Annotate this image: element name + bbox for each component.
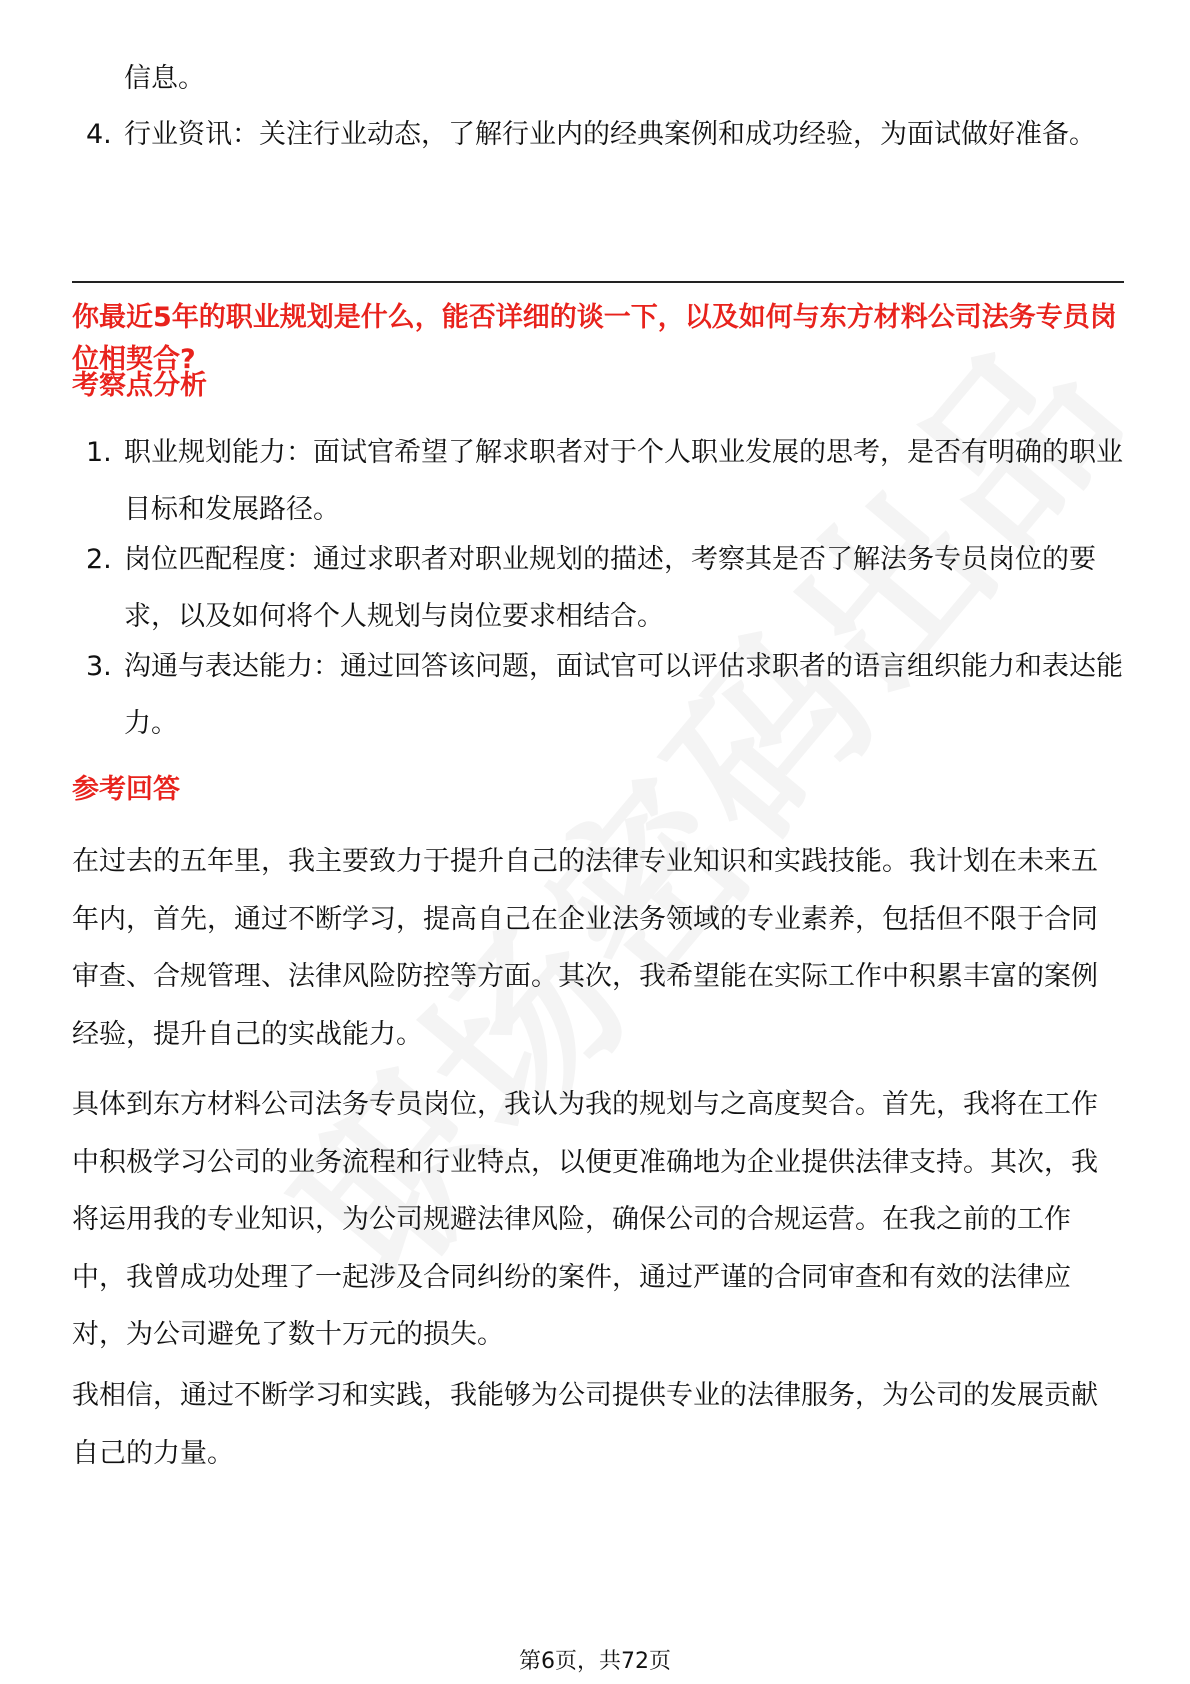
page-number: 第6页，共72页 xyxy=(519,1649,671,1674)
section-divider xyxy=(72,281,1124,283)
list-item-text: 沟通与表达能力：通过回答该问题，面试官可以评估求职者的语言组织能力和表达能力。 xyxy=(124,651,1123,739)
list-item-text: 行业资讯：关注行业动态，了解行业内的经典案例和成功经验，为面试做好准备。 xyxy=(124,119,1096,150)
answer-paragraph-1: 在过去的五年里，我主要致力于提升自己的法律专业知识和实践技能。我计划在未来五年内，首先，通过不断学习，提高自己在企业法务领域的专业素养，包括但不限于合同审查、合规管理、法律风险防控等方面。其次，我希望能在实际工作中积累丰富的案例经验，提升自己的实战能力。 xyxy=(72,846,1098,1050)
answer-paragraph-3: 我相信，通过不断学习和实践，我能够为公司提供专业的法律服务，为公司的发展贡献自己的力量。 xyxy=(72,1380,1098,1469)
list-item-number: 2. xyxy=(86,544,112,575)
analysis-heading: 考察点分析 xyxy=(72,370,207,401)
list-item-number: 4. xyxy=(86,119,112,150)
list-item-number: 3. xyxy=(86,651,112,682)
list-item-text: 信息。 xyxy=(124,63,205,94)
list-item-text: 岗位匹配程度：通过求职者对职业规划的描述，考察其是否了解法务专员岗位的要求，以及如何将个人规划与岗位要求相结合。 xyxy=(124,544,1096,632)
answer-heading: 参考回答 xyxy=(72,774,180,805)
answer-paragraph-2: 具体到东方材料公司法务专员岗位，我认为我的规划与之高度契合。首先，我将在工作中积极学习公司的业务流程和行业特点，以便更准确地为企业提供法律支持。其次，我将运用我的专业知识，为公司规避法律风险，确保公司的合规运营。在我之前的工作中，我曾成功处理了一起涉及合同纠纷的案件，通过严谨的合同审查和有效的法律应对，为公司避免了数十万元的损失。 xyxy=(72,1089,1098,1350)
list-item-text: 职业规划能力：面试官希望了解求职者对于个人职业发展的思考，是否有明确的职业目标和发展路径。 xyxy=(124,437,1123,525)
list-item-number: 1. xyxy=(86,437,112,468)
question-heading: 你最近5年的职业规划是什么，能否详细的谈一下，以及如何与东方材料公司法务专员岗位相契合? xyxy=(72,302,1117,375)
